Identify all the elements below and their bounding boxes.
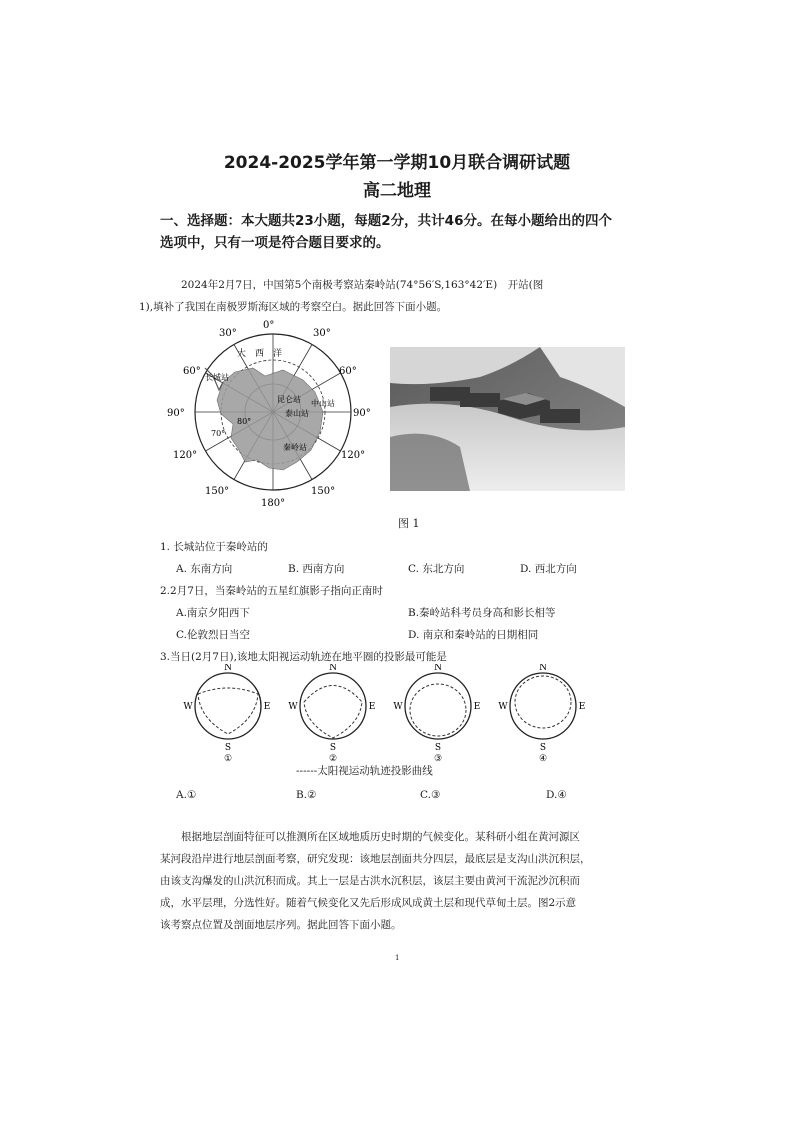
map-lat-80: 80° xyxy=(237,417,252,426)
question-2-stem: 2.2月7日，当秦岭站的五星红旗影子指向正南时 xyxy=(160,585,383,597)
q2-option-d: D. 南京和秦岭站的日期相同 xyxy=(408,629,539,641)
d2-s: S xyxy=(329,743,337,753)
q2-option-a: A.南京夕阳西下 xyxy=(176,607,250,619)
question-1-stem: 1. 长城站位于秦岭站的 xyxy=(160,541,268,553)
subject-title: 高二地理 xyxy=(363,181,431,201)
station-changcheng: 长城站 xyxy=(205,373,229,382)
q2-option-c: C.伦敦烈日当空 xyxy=(176,629,250,641)
section-line-1: 一、选择题：本大题共23小题，每题2分，共计46分。在每小题给出的四个 xyxy=(160,213,612,229)
map-lat-70: 70° xyxy=(211,429,226,438)
section-heading xyxy=(160,210,650,254)
passage-2-line-1: 根据地层剖面特征可以推测所在区域地质历史时期的气候变化。某科研小组在黄河源区 xyxy=(181,831,580,843)
figure-1-caption: 图 1 xyxy=(398,517,420,530)
d3-n: N xyxy=(434,664,442,673)
q3-option-c: C.③ xyxy=(420,789,441,801)
qinling-station-photo xyxy=(390,347,625,491)
d1-w: W xyxy=(183,702,193,712)
diagram-3 xyxy=(393,664,480,764)
map-label-60w: 60° xyxy=(183,366,201,377)
d1-e: E xyxy=(263,702,271,712)
d3-w: W xyxy=(393,702,403,712)
station-kunlun: 昆仑站 xyxy=(277,395,301,404)
station-zhongshan: 中山站 xyxy=(311,399,335,408)
q1-option-b: B. 西南方向 xyxy=(288,563,345,575)
map-ocean-label: 大 西 洋 xyxy=(237,349,283,359)
map-label-90w: 90° xyxy=(167,408,185,419)
d2-n: N xyxy=(329,664,337,673)
q3-option-d: D.④ xyxy=(546,789,567,801)
exam-title: 2024-2025学年第一学期10月联合调研试题 xyxy=(223,153,571,173)
d4-n: N xyxy=(539,664,547,673)
map-label-120w: 120° xyxy=(173,450,198,461)
d3-e: E xyxy=(473,702,481,712)
q3-option-a: A.① xyxy=(176,789,197,801)
legend-sun-path: ------太阳视运动轨迹投影曲线 xyxy=(296,765,433,777)
q1-option-c: C. 东北方向 xyxy=(408,563,465,575)
d4-e: E xyxy=(578,702,586,712)
page-number: 1 xyxy=(395,954,400,962)
d2-e: E xyxy=(368,702,376,712)
d3-num: ③ xyxy=(433,754,443,764)
intro-line-2: 1),填补了我国在南极罗斯海区域的考察空白。据此回答下面小题。 xyxy=(139,301,448,313)
map-label-0: 0° xyxy=(263,320,275,331)
passage-2-line-4: 成，水平层理，分选性好。随着气候变化又先后形成风成黄土层和现代草甸土层。图2示意 xyxy=(160,897,577,909)
passage-2-line-2: 某河段沿岸进行地层剖面考察，研究发现：该地层剖面共分四层，最底层是支沟山洪沉积层， xyxy=(160,853,591,865)
map-label-180: 180° xyxy=(261,498,286,509)
q1-option-a: A. 东南方向 xyxy=(176,563,233,575)
diagram-1 xyxy=(183,664,270,764)
map-label-120e: 120° xyxy=(341,450,366,461)
section-line-2: 选项中，只有一项是符合题目要求的。 xyxy=(160,235,390,251)
passage-2 xyxy=(160,826,650,936)
d4-num: ④ xyxy=(538,754,548,764)
antarctica-map xyxy=(165,320,380,520)
intro-paragraph xyxy=(139,274,644,318)
map-label-60e: 60° xyxy=(339,366,357,377)
passage-2-line-3: 由该支沟爆发的山洪沉积而成。其上一层是古洪水沉积层，该层主要由黄河干流泥沙沉积而 xyxy=(160,875,580,887)
question-3-stem: 3.当日(2月7日),该地太阳视运动轨迹在地平圈的投影最可能是 xyxy=(160,651,447,663)
q2-option-b: B.秦岭站科考员身高和影长相等 xyxy=(408,607,556,619)
d4-w: W xyxy=(498,702,508,712)
station-qinling: 秦岭站 xyxy=(283,443,307,452)
d2-num: ② xyxy=(328,754,338,764)
map-label-30e: 30° xyxy=(313,328,331,339)
sun-path-diagrams xyxy=(170,664,610,764)
q3-option-b: B.② xyxy=(296,789,317,801)
d1-num: ① xyxy=(223,754,233,764)
d4-s: S xyxy=(539,743,547,753)
d1-s: S xyxy=(224,743,232,753)
intro-line-1: 2024年2月7日，中国第5个南极考察站秦岭站(74°56′S,163°42′E) 开站(图 xyxy=(181,279,544,291)
map-label-90e: 90° xyxy=(353,408,371,419)
diagram-2 xyxy=(288,664,375,764)
d2-w: W xyxy=(288,702,298,712)
d3-s: S xyxy=(434,743,442,753)
map-label-30w: 30° xyxy=(219,328,237,339)
map-label-150w: 150° xyxy=(205,486,230,497)
station-taishan: 泰山站 xyxy=(285,409,309,418)
q1-option-d: D. 西北方向 xyxy=(520,563,577,575)
passage-2-line-5: 该考察点位置及剖面地层序列。据此回答下面小题。 xyxy=(160,919,402,931)
diagram-4 xyxy=(498,664,585,764)
d1-n: N xyxy=(224,664,232,673)
map-label-150e: 150° xyxy=(311,486,336,497)
